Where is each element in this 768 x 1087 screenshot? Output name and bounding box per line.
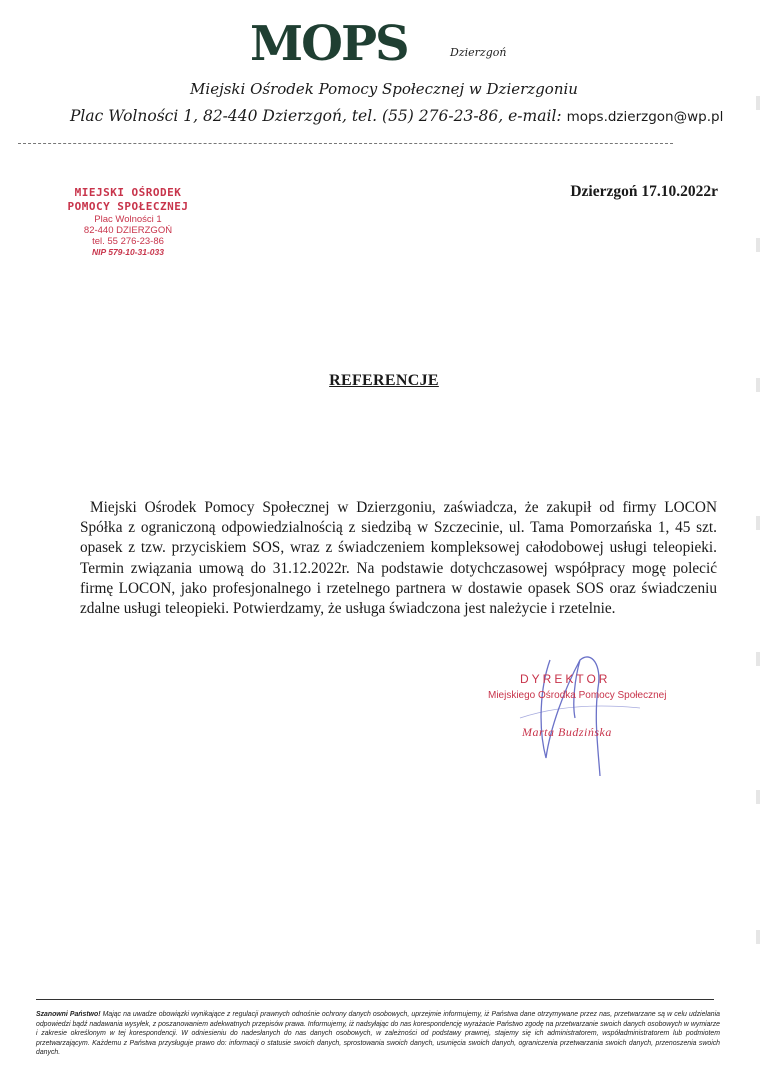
document-heading: REFERENCJE <box>329 372 439 389</box>
address-line <box>70 107 723 125</box>
logo-subtitle: Dzierzgoń <box>450 46 507 59</box>
privacy-notice-text: Mając na uwadze obowiązki wynikające z regulacji prawnych odnośnie ochrony danych osobowych, uprzejmie informujemy, iż Państwa dane otrzymywane przez nas, przetwarzane są w celu udzielania odpowiedzi bądź nadawania wysyłek, z poszanowaniem adekwatnych przepisów prawa. Informujemy, iż nadsyłając do nas korespondencję wyrażacie Państwo zgodę na przetwarzanie swoich danych osobowych w wymiarze i zakresie określonym w tej korespondencji. W odniesieniu do nadesłanych do nas danych osobowych, w zależności od podstawy prawnej, stajemy się ich administratorem, współadministratorem lub podmiotem przetwarzającym. Każdemu z Państwa przysługuje prawo do: informacji o statusie swoich danych, sprostowania swoich danych, usunięcia swoich danych, ograniczenia przetwarzania swoich danych, przenoszenia swoich danych. <box>36 1011 720 1057</box>
document-date: Dzierzgoń 17.10.2022r <box>570 183 718 200</box>
reference-body: Miejski Ośrodek Pomocy Społecznej w Dzierzgoniu, zaświadcza, że zakupił od firmy LOCON Spółka z ograniczoną odpowiedzialnością z siedzibą w Szczecinie, ul. Tama Pomorzańska 1, 45 szt. opasek z tzw. przyciskiem SOS, wraz z świadczeniem kompleksowej całodobowej usługi teleopieki. Termin związania umową do 31.12.2022r. Na podstawie dotychczasowej współpracy mogę polecić firmę LOCON, jako profesjonalnego i rzetelnego partnera w dostawie opasek SOS oraz świadczeniu zdalne usługi teleopieki. Potwierdzamy, że usługa świadczona jest należycie i rzetelnie. <box>80 499 717 618</box>
scan-mark <box>756 516 760 530</box>
signature-organization: Miejskiego Ośrodka Pomocy Społecznej <box>488 690 667 701</box>
address-text: Plac Wolności 1, 82-440 Dzierzgoń, tel. (55) 276-23-86, e-mail: <box>70 107 562 125</box>
signature-name: Marta Budzińska <box>522 725 612 739</box>
logo-text: MOPS <box>250 16 408 72</box>
email-link[interactable]: mops.dzierzgon@wp.pl <box>566 109 724 125</box>
scan-mark <box>756 238 760 252</box>
footer-divider <box>36 999 714 1000</box>
privacy-notice-lead: Szanowni Państwo! <box>36 1011 101 1018</box>
handwritten-signature-icon <box>480 648 660 783</box>
scan-mark <box>756 378 760 392</box>
scan-mark <box>756 96 760 110</box>
stamp-line: NIP 579-10-31-033 <box>92 247 164 257</box>
stamp-line: 82-440 DZIERZGOŃ <box>83 225 173 236</box>
stamp-line: MIEJSKI OŚRODEK <box>74 186 182 199</box>
scan-mark <box>756 930 760 944</box>
scan-mark <box>756 790 760 804</box>
privacy-notice <box>36 1010 720 1058</box>
letterhead-logo <box>250 14 550 74</box>
scan-mark <box>756 652 760 666</box>
stamp-line: POMOCY SPOŁECZNEJ <box>67 200 189 213</box>
stamp-line: Plac Wolności 1 <box>94 214 162 225</box>
letterhead-divider <box>18 143 673 144</box>
stamp-line: tel. 55 276-23-86 <box>92 236 164 247</box>
signature-title: DYREKTOR <box>520 672 611 686</box>
organization-name: Miejski Ośrodek Pomocy Społecznej w Dzierzgoniu <box>190 80 578 98</box>
organization-stamp <box>48 186 208 258</box>
